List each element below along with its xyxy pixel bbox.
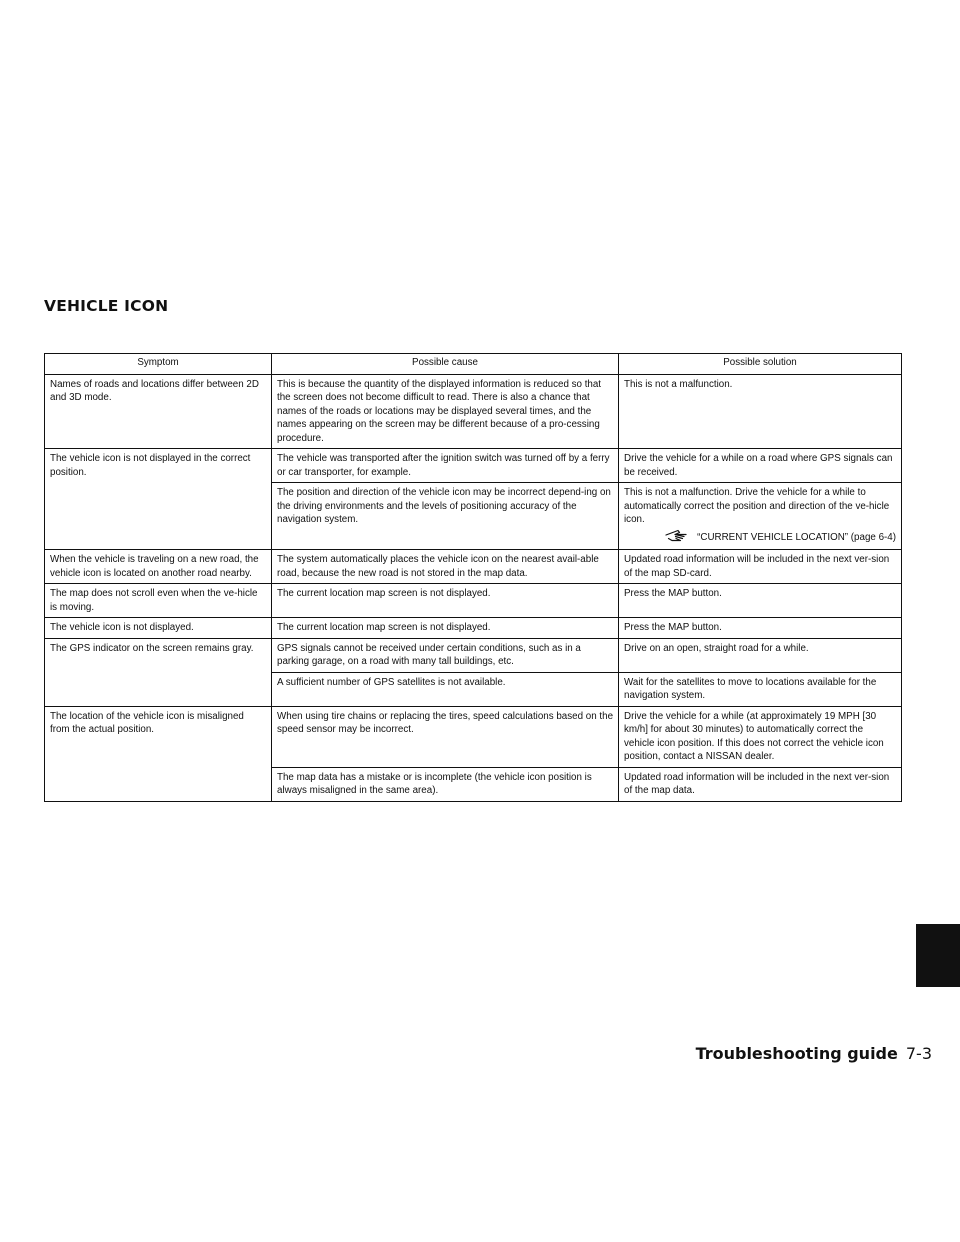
- table-header-row: [45, 354, 902, 375]
- section-title: VEHICLE ICON: [44, 297, 169, 315]
- cause-cell: A sufficient number of GPS satellites is not available.: [272, 672, 619, 706]
- cause-cell: When using tire chains or replacing the tires, speed calculations based on the speed sensor may be incorrect.: [272, 706, 619, 767]
- solution-cell: Drive the vehicle for a while on a road where GPS signals can be received.: [619, 449, 902, 483]
- solution-cell: Press the MAP button.: [619, 618, 902, 639]
- footer-title: Troubleshooting guide: [695, 1044, 898, 1063]
- header-possible-cause: Possible cause: [272, 354, 619, 375]
- cause-cell: The current location map screen is not displayed.: [272, 584, 619, 618]
- table-row: [45, 374, 902, 449]
- page-reference: [624, 528, 896, 547]
- solution-text: This is not a malfunction. Drive the vehicle for a while to automatically correct the position and direction of the ve-hicle icon.: [624, 487, 890, 525]
- header-symptom: Symptom: [45, 354, 272, 375]
- cause-cell: The map data has a mistake or is incomplete (the vehicle icon position is always misaligned in the same area).: [272, 767, 619, 801]
- table-row: [45, 449, 902, 483]
- symptom-cell: The vehicle icon is not displayed in the correct position.: [45, 449, 272, 550]
- symptom-cell: The vehicle icon is not displayed.: [45, 618, 272, 639]
- symptom-cell: The GPS indicator on the screen remains gray.: [45, 638, 272, 706]
- solution-cell: Updated road information will be included in the next ver-sion of the map data.: [619, 767, 902, 801]
- cause-cell: The position and direction of the vehicle icon may be incorrect depend-ing on the driving environments and the levels of positioning accuracy of the navigation system.: [272, 483, 619, 550]
- symptom-cell: Names of roads and locations differ between 2D and 3D mode.: [45, 374, 272, 449]
- cause-cell: This is because the quantity of the displayed information is reduced so that the screen does not become difficult to read. There is also a chance that names of the roads or locations may be displayed several times, and the names appearing on the screen may be different because of a pro-cessing procedure.: [272, 374, 619, 449]
- page-footer: [696, 1044, 932, 1063]
- cause-cell: The current location map screen is not displayed.: [272, 618, 619, 639]
- table-row: [45, 584, 902, 618]
- solution-cell: This is not a malfunction.: [619, 374, 902, 449]
- page-number: 7-3: [905, 1044, 932, 1063]
- table-row: [45, 638, 902, 672]
- cause-cell: The vehicle was transported after the ignition switch was turned off by a ferry or car transporter, for example.: [272, 449, 619, 483]
- pointing-hand-icon: [665, 528, 689, 547]
- solution-cell: Drive on an open, straight road for a while.: [619, 638, 902, 672]
- symptom-cell: The location of the vehicle icon is misaligned from the actual position.: [45, 706, 272, 801]
- symptom-cell: The map does not scroll even when the ve-hicle is moving.: [45, 584, 272, 618]
- solution-cell: [619, 483, 902, 550]
- solution-cell: Wait for the satellites to move to locations available for the navigation system.: [619, 672, 902, 706]
- cause-cell: GPS signals cannot be received under certain conditions, such as in a parking garage, on a road with many tall buildings, etc.: [272, 638, 619, 672]
- header-possible-solution: Possible solution: [619, 354, 902, 375]
- page-reference-text: “CURRENT VEHICLE LOCATION” (page 6-4): [697, 531, 896, 543]
- cause-cell: The system automatically places the vehicle icon on the nearest avail-able road, because the new road is not stored in the map data.: [272, 550, 619, 584]
- symptom-cell: When the vehicle is traveling on a new road, the vehicle icon is located on another road nearby.: [45, 550, 272, 584]
- chapter-tab-marker: [916, 924, 960, 987]
- table-row: [45, 550, 902, 584]
- table-row: [45, 618, 902, 639]
- solution-cell: Press the MAP button.: [619, 584, 902, 618]
- troubleshooting-table: [44, 353, 902, 802]
- solution-cell: Drive the vehicle for a while (at approximately 19 MPH [30 km/h] for about 30 minutes) to automatically correct the vehicle icon position. If this does not correct the vehicle icon position, contact a NISSAN dealer.: [619, 706, 902, 767]
- table-row: [45, 706, 902, 767]
- solution-cell: Updated road information will be included in the next ver-sion of the map SD-card.: [619, 550, 902, 584]
